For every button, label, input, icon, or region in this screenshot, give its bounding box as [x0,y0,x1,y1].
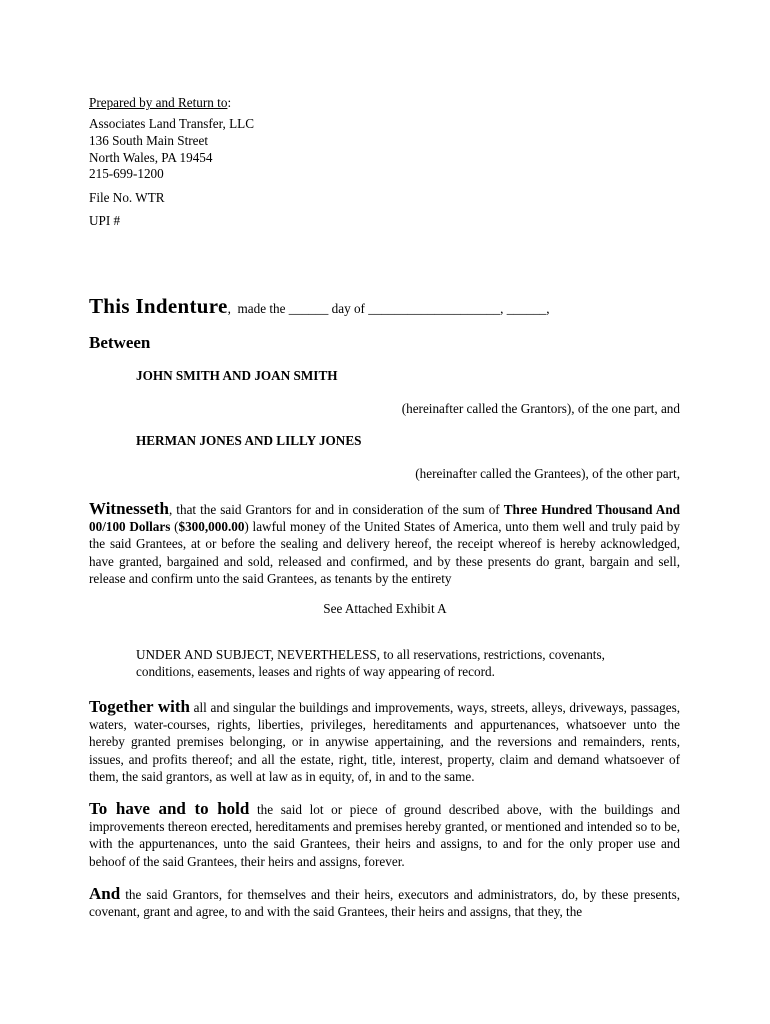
prepared-by-line [89,94,231,111]
phone-number: 215-699-1200 [89,166,164,181]
indenture-title: This Indenture [89,294,228,318]
together-with-heading: Together with [89,697,190,716]
exhibit-reference: See Attached Exhibit A [323,601,447,616]
covenant-text: the said Grantors, for themselves and their heirs, executors and administrators, do, by these presents, covenant, grant and agree, to and with the said Grantees, their heirs and assigns, that they, the [89,887,680,920]
habendum-heading: To have and to hold [89,799,250,818]
prepared-by-label: Prepared by and Return to [89,95,228,110]
made-the-line: made the ______ day of ____________________, ______, [237,301,550,316]
together-with-paragraph [89,698,680,785]
city-state-zip: North Wales, PA 19454 [89,150,213,165]
together-with-text: all and singular the buildings and improvements, ways, streets, alleys, driveways, passages, waters, water-courses, rights, liberties, privileges, hereditaments and appurtenances, whatsoever unto the hereby granted premises belonging, or in anywise appertaining, and the reversions and remainders, rents, issues, and profits thereof; and all the estate, right, title, interest, property, claim and demand whatsoever of them, the said grantors, as well at law as in equity, of, in and to the same. [89,700,681,784]
amount-in-words: Three Hundred Thousand And 00/100 Dollars [89,502,680,535]
under-subject-line-1: UNDER AND SUBJECT, NEVERTHELESS, to all reservations, restrictions, covenants, [136,647,605,662]
habendum-paragraph [89,800,680,870]
between-heading: Between [89,333,151,352]
witnesseth-text-1: , that the said Grantors for and in consideration of the sum of [168,502,504,517]
covenant-heading: And [89,884,121,903]
file-number: File No. WTR [89,190,165,205]
witnesseth-text-3: ) lawful money of the United States of America, unto them well and truly paid by the said Grantees, at or before the sealing and delivery hereof, the receipt whereof is hereby acknowledged, have granted, bargained and sold, released and confirmed, and by these presents do grant, bargain and sell, release and confirm unto the said Grantees, as tenants by the entirety [89,519,680,586]
grantees-names: HERMAN JONES AND LILLY JONES [136,433,362,448]
prepared-by-colon: : [227,95,232,110]
upi-number: UPI # [89,213,121,228]
grantees-role: (hereinafter called the Grantees), of the other part, [415,466,680,481]
indenture-comma: , [227,301,231,316]
grantors-names: JOHN SMITH AND JOAN SMITH [136,368,338,383]
company-name: Associates Land Transfer, LLC [89,116,255,131]
witnesseth-text-2: ( [170,519,179,535]
under-subject-line-2: conditions, easements, leases and rights of way appearing of record. [136,664,495,679]
habendum-text: the said lot or piece of ground described above, with the buildings and improvements thereon erected, hereditaments and premises hereby granted, or mentioned and intended so to be, with the appurtenances, unto the said Grantees, their heirs and assigns, to and for the only proper use and behoof of the said Grantees, their heirs and assigns, forever. [89,802,680,869]
street-address: 136 South Main Street [89,133,209,148]
indenture-line [89,294,550,321]
amount-numeric: $300,000.00 [178,519,245,535]
covenant-paragraph [89,885,680,920]
witnesseth-heading: Witnesseth [89,499,169,518]
grantors-role: (hereinafter called the Grantors), of the one part, and [401,401,680,416]
witnesseth-paragraph [89,500,680,587]
